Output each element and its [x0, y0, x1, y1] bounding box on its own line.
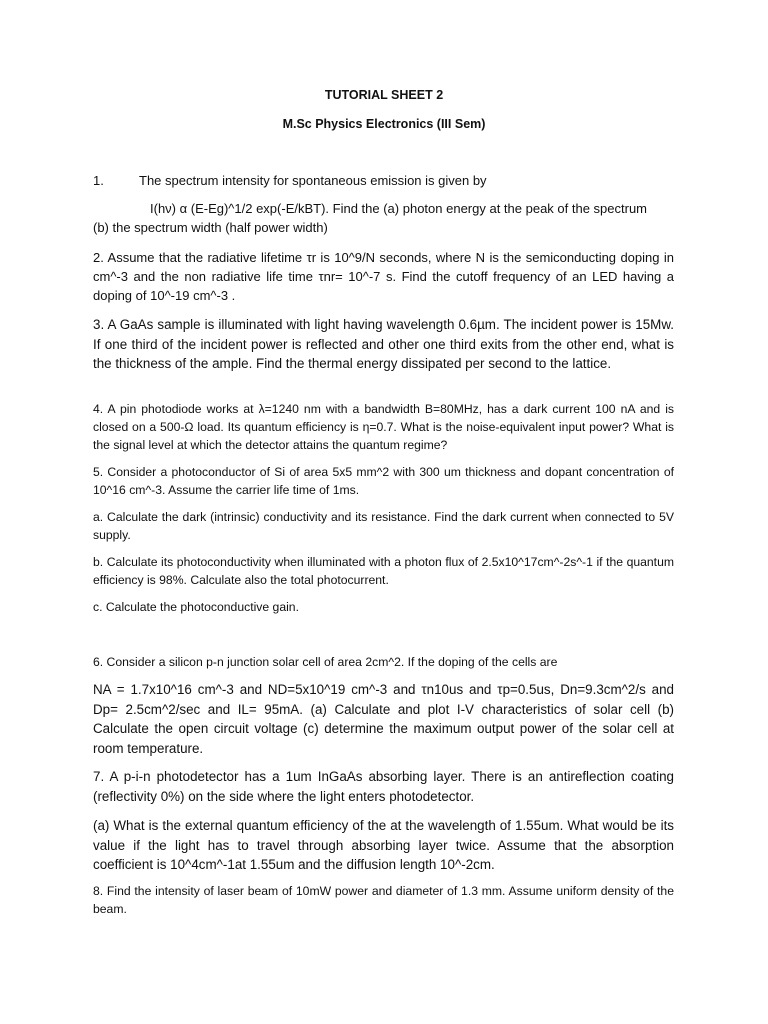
- q2-text: 2. Assume that the radiative lifetime τr is 10^9/N seconds, where N is the semiconducting doping in cm^-3 and the non radiative life time τnr= 10^-7 s. Find the cutoff frequency of an LED having a doping of 10^-19 cm^-3 .: [93, 250, 674, 303]
- q8-text: 8. Find the intensity of laser beam of 10mW power and diameter of 1.3 mm. Assume uniform density of the beam.: [93, 884, 674, 916]
- q5-part-c: c. Calculate the photoconductive gain.: [93, 600, 299, 614]
- q1-formula: I(hν) α (E-Eg)^1/2 exp(-E/kBT). Find the (a) photon energy at the peak of the spectrum: [150, 201, 648, 216]
- q5-part-b: b. Calculate its photoconductivity when illuminated with a photon flux of 2.5x10^17cm^-2s^-1 if the quantum efficiency is 98%. Calculate also the total photocurrent.: [93, 555, 674, 587]
- page-title: TUTORIAL SHEET 2: [324, 88, 444, 102]
- q5-part-a: a. Calculate the dark (intrinsic) conductivity and its resistance. Find the dark current when connected to 5V supply.: [93, 510, 674, 542]
- q3-text: 3. A GaAs sample is illuminated with light having wavelength 0.6µm. The incident power is 15Mw. If one third of the incident power is reflected and other one third exits from the other end, what is the thickness of the ample. Find the thermal energy dissipated per second to the lattice.: [93, 317, 674, 371]
- q6-intro: 6. Consider a silicon p-n junction solar cell of area 2cm^2. If the doping of the cells are: [93, 655, 558, 669]
- page-subtitle: M.Sc Physics Electronics (III Sem): [282, 117, 486, 131]
- q4-text: 4. A pin photodiode works at λ=1240 nm with a bandwidth B=80MHz, has a dark current 100 nA and is closed on a 500-Ω load. Its quantum efficiency is η=0.7. What is the noise-equivalent input power? What is the signal level at which the detector attains the quantum regime?: [93, 402, 674, 452]
- q1-number: 1.: [93, 173, 104, 188]
- q1-rest: (b) the spectrum width (half power width): [93, 220, 328, 235]
- q1-intro: The spectrum intensity for spontaneous emission is given by: [139, 173, 487, 188]
- q6-text: NA = 1.7x10^16 cm^-3 and ND=5x10^19 cm^-3 and τn10us and τp=0.5us, Dn=9.3cm^2/s and Dp= 2.5cm^2/sec and IL= 95mA. (a) Calculate and plot I-V characteristics of solar cell (b) Calculate the open circuit voltage (c) determine the maximum output power of the solar cell at room temperature.: [93, 682, 674, 756]
- q7-text: 7. A p-i-n photodetector has a 1um InGaAs absorbing layer. There is an antireflection coating (reflectivity 0%) on the side where the light enters photodetector.: [93, 769, 674, 804]
- q5-text: 5. Consider a photoconductor of Si of area 5x5 mm^2 with 300 um thickness and dopant concentration of 10^16 cm^-3. Assume the carrier life time of 1ms.: [93, 465, 674, 497]
- q7-part-a: (a) What is the external quantum efficiency of the at the wavelength of 1.55um. What would be its value if the light has to travel through absorbing layer twice. Assume that the absorption coefficient is 10^4cm^-1at 1.55um and the diffusion length 10^-2cm.: [93, 818, 674, 872]
